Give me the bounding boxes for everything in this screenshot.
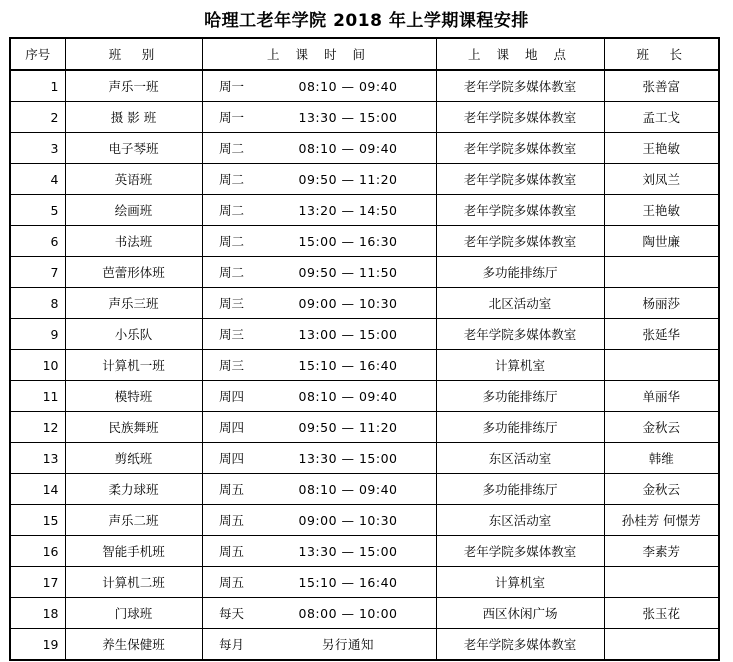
class-time-cell: [202, 226, 436, 257]
table-row: [10, 288, 719, 319]
class-monitor: 孟工戈: [604, 102, 719, 133]
class-location: 多功能排练厅: [436, 257, 604, 288]
table-row: [10, 319, 719, 350]
class-monitor: 张延华: [604, 319, 719, 350]
table-row: [10, 226, 719, 257]
class-day: 周一: [218, 79, 244, 94]
class-day: 周二: [218, 203, 244, 218]
table-row: [10, 505, 719, 536]
class-day: 周五: [218, 544, 244, 559]
class-name: 剪纸班: [65, 443, 202, 474]
row-number: 8: [10, 288, 65, 319]
class-time-range: 08:10 — 09:40: [298, 78, 398, 94]
class-time-cell: [202, 133, 436, 164]
row-number: 18: [10, 598, 65, 629]
header-time: 上 课 时 间: [202, 38, 436, 70]
class-name: 计算机一班: [65, 350, 202, 381]
class-time-cell: [202, 567, 436, 598]
class-time-cell: [202, 505, 436, 536]
table-row: [10, 412, 719, 443]
class-monitor: 李素芳: [604, 536, 719, 567]
table-row: [10, 443, 719, 474]
class-name: 声乐三班: [65, 288, 202, 319]
table-row: [10, 257, 719, 288]
class-location: 北区活动室: [436, 288, 604, 319]
class-time-range: 08:10 — 09:40: [298, 481, 398, 497]
class-monitor: [604, 629, 719, 661]
class-time-range: 09:00 — 10:30: [298, 295, 398, 311]
row-number: 7: [10, 257, 65, 288]
class-day: 周五: [218, 482, 244, 497]
table-row: [10, 164, 719, 195]
class-location: 老年学院多媒体教室: [436, 164, 604, 195]
document-title: 哈理工老年学院 2018 年上学期课程安排: [204, 11, 529, 31]
class-day: 周三: [218, 327, 244, 342]
class-day: 周二: [218, 141, 244, 156]
class-monitor: 王艳敏: [604, 133, 719, 164]
class-time-cell: [202, 70, 436, 102]
class-location: 东区活动室: [436, 505, 604, 536]
class-time-range: 08:10 — 09:40: [298, 140, 398, 156]
class-name: 书法班: [65, 226, 202, 257]
table-row: [10, 598, 719, 629]
header-row: [10, 38, 719, 70]
class-time-cell: [202, 350, 436, 381]
class-time-cell: [202, 195, 436, 226]
class-time-cell: [202, 474, 436, 505]
table-row: [10, 195, 719, 226]
header-class: 班 别: [65, 38, 202, 70]
table-row: [10, 133, 719, 164]
row-number: 2: [10, 102, 65, 133]
class-name: 智能手机班: [65, 536, 202, 567]
class-time-range: 08:00 — 10:00: [298, 605, 398, 621]
class-time-cell: [202, 381, 436, 412]
class-time-cell: [202, 412, 436, 443]
class-time-cell: [202, 257, 436, 288]
class-monitor: [604, 567, 719, 598]
class-time-range: 13:30 — 15:00: [298, 543, 398, 559]
table-row: [10, 567, 719, 598]
class-monitor: 单丽华: [604, 381, 719, 412]
class-time-range: 另行通知: [321, 637, 374, 652]
class-location: 老年学院多媒体教室: [436, 195, 604, 226]
class-location: 东区活动室: [436, 443, 604, 474]
class-day: 周三: [218, 296, 244, 311]
class-location: 计算机室: [436, 567, 604, 598]
class-name: 计算机二班: [65, 567, 202, 598]
class-name: 芭蕾形体班: [65, 257, 202, 288]
row-number: 11: [10, 381, 65, 412]
row-number: 9: [10, 319, 65, 350]
class-monitor: 陶世廉: [604, 226, 719, 257]
header-location: 上 课 地 点: [436, 38, 604, 70]
class-location: 老年学院多媒体教室: [436, 536, 604, 567]
class-monitor: 韩维: [604, 443, 719, 474]
class-monitor: 张善富: [604, 70, 719, 102]
row-number: 10: [10, 350, 65, 381]
class-time-cell: [202, 102, 436, 133]
class-location: 老年学院多媒体教室: [436, 70, 604, 102]
row-number: 14: [10, 474, 65, 505]
table-row: [10, 474, 719, 505]
class-name: 声乐一班: [65, 70, 202, 102]
table-row: [10, 102, 719, 133]
class-day: 周二: [218, 265, 244, 280]
row-number: 5: [10, 195, 65, 226]
class-time-range: 09:50 — 11:50: [298, 264, 398, 280]
class-name: 柔力球班: [65, 474, 202, 505]
class-day: 周五: [218, 513, 244, 528]
class-time-range: 15:00 — 16:30: [298, 233, 398, 249]
class-name: 声乐二班: [65, 505, 202, 536]
class-name: 绘画班: [65, 195, 202, 226]
table-row: [10, 536, 719, 567]
class-monitor: [604, 350, 719, 381]
class-time-range: 15:10 — 16:40: [298, 357, 398, 373]
class-day: 周三: [218, 358, 244, 373]
class-location: 多功能排练厅: [436, 474, 604, 505]
class-monitor: 王艳敏: [604, 195, 719, 226]
class-time-range: 13:00 — 15:00: [298, 326, 398, 342]
header-monitor: 班 长: [604, 38, 719, 70]
class-name: 养生保健班: [65, 629, 202, 661]
row-number: 17: [10, 567, 65, 598]
class-location: 多功能排练厅: [436, 412, 604, 443]
schedule-table: [9, 37, 720, 661]
class-name: 门球班: [65, 598, 202, 629]
class-time-range: 08:10 — 09:40: [298, 388, 398, 404]
class-location: 计算机室: [436, 350, 604, 381]
class-name: 电子琴班: [65, 133, 202, 164]
class-time-cell: [202, 598, 436, 629]
class-time-range: 13:20 — 14:50: [298, 202, 398, 218]
row-number: 3: [10, 133, 65, 164]
class-location: 老年学院多媒体教室: [436, 629, 604, 661]
class-name: 小乐队: [65, 319, 202, 350]
row-number: 4: [10, 164, 65, 195]
class-time-range: 09:50 — 11:20: [298, 171, 398, 187]
row-number: 6: [10, 226, 65, 257]
class-monitor: [604, 257, 719, 288]
class-name: 民族舞班: [65, 412, 202, 443]
header-no: 序号: [10, 38, 65, 70]
class-location: 老年学院多媒体教室: [436, 319, 604, 350]
table-row: [10, 70, 719, 102]
row-number: 16: [10, 536, 65, 567]
class-time-range: 13:30 — 15:00: [298, 109, 398, 125]
class-day: 周二: [218, 172, 244, 187]
class-monitor: 刘凤兰: [604, 164, 719, 195]
row-number: 19: [10, 629, 65, 661]
table-row: [10, 350, 719, 381]
class-location: 西区休闲广场: [436, 598, 604, 629]
class-monitor: 杨丽莎: [604, 288, 719, 319]
class-location: 老年学院多媒体教室: [436, 102, 604, 133]
row-number: 1: [10, 70, 65, 102]
schedule-body: [10, 70, 719, 660]
class-day: 周一: [218, 110, 244, 125]
class-time-cell: [202, 164, 436, 195]
class-monitor: 孙桂芳 何憬芳: [604, 505, 719, 536]
class-name: 英语班: [65, 164, 202, 195]
class-monitor: 金秋云: [604, 412, 719, 443]
row-number: 15: [10, 505, 65, 536]
class-time-range: 09:00 — 10:30: [298, 512, 398, 528]
class-time-range: 15:10 — 16:40: [298, 574, 398, 590]
row-number: 13: [10, 443, 65, 474]
class-time-cell: [202, 288, 436, 319]
class-monitor: 金秋云: [604, 474, 719, 505]
class-day: 周四: [218, 451, 244, 466]
class-time-cell: [202, 629, 436, 661]
class-time-cell: [202, 536, 436, 567]
class-location: 多功能排练厅: [436, 381, 604, 412]
class-day: 每月: [218, 637, 244, 652]
table-row: [10, 381, 719, 412]
class-name: 模特班: [65, 381, 202, 412]
row-number: 12: [10, 412, 65, 443]
table-row: [10, 629, 719, 661]
class-day: 每天: [218, 606, 244, 621]
class-name: 摄 影 班: [65, 102, 202, 133]
class-day: 周四: [218, 420, 244, 435]
class-monitor: 张玉花: [604, 598, 719, 629]
class-time-range: 13:30 — 15:00: [298, 450, 398, 466]
class-location: 老年学院多媒体教室: [436, 226, 604, 257]
class-day: 周二: [218, 234, 244, 249]
class-time-cell: [202, 319, 436, 350]
class-day: 周四: [218, 389, 244, 404]
class-time-range: 09:50 — 11:20: [298, 419, 398, 435]
class-time-cell: [202, 443, 436, 474]
class-day: 周五: [218, 575, 244, 590]
class-location: 老年学院多媒体教室: [436, 133, 604, 164]
